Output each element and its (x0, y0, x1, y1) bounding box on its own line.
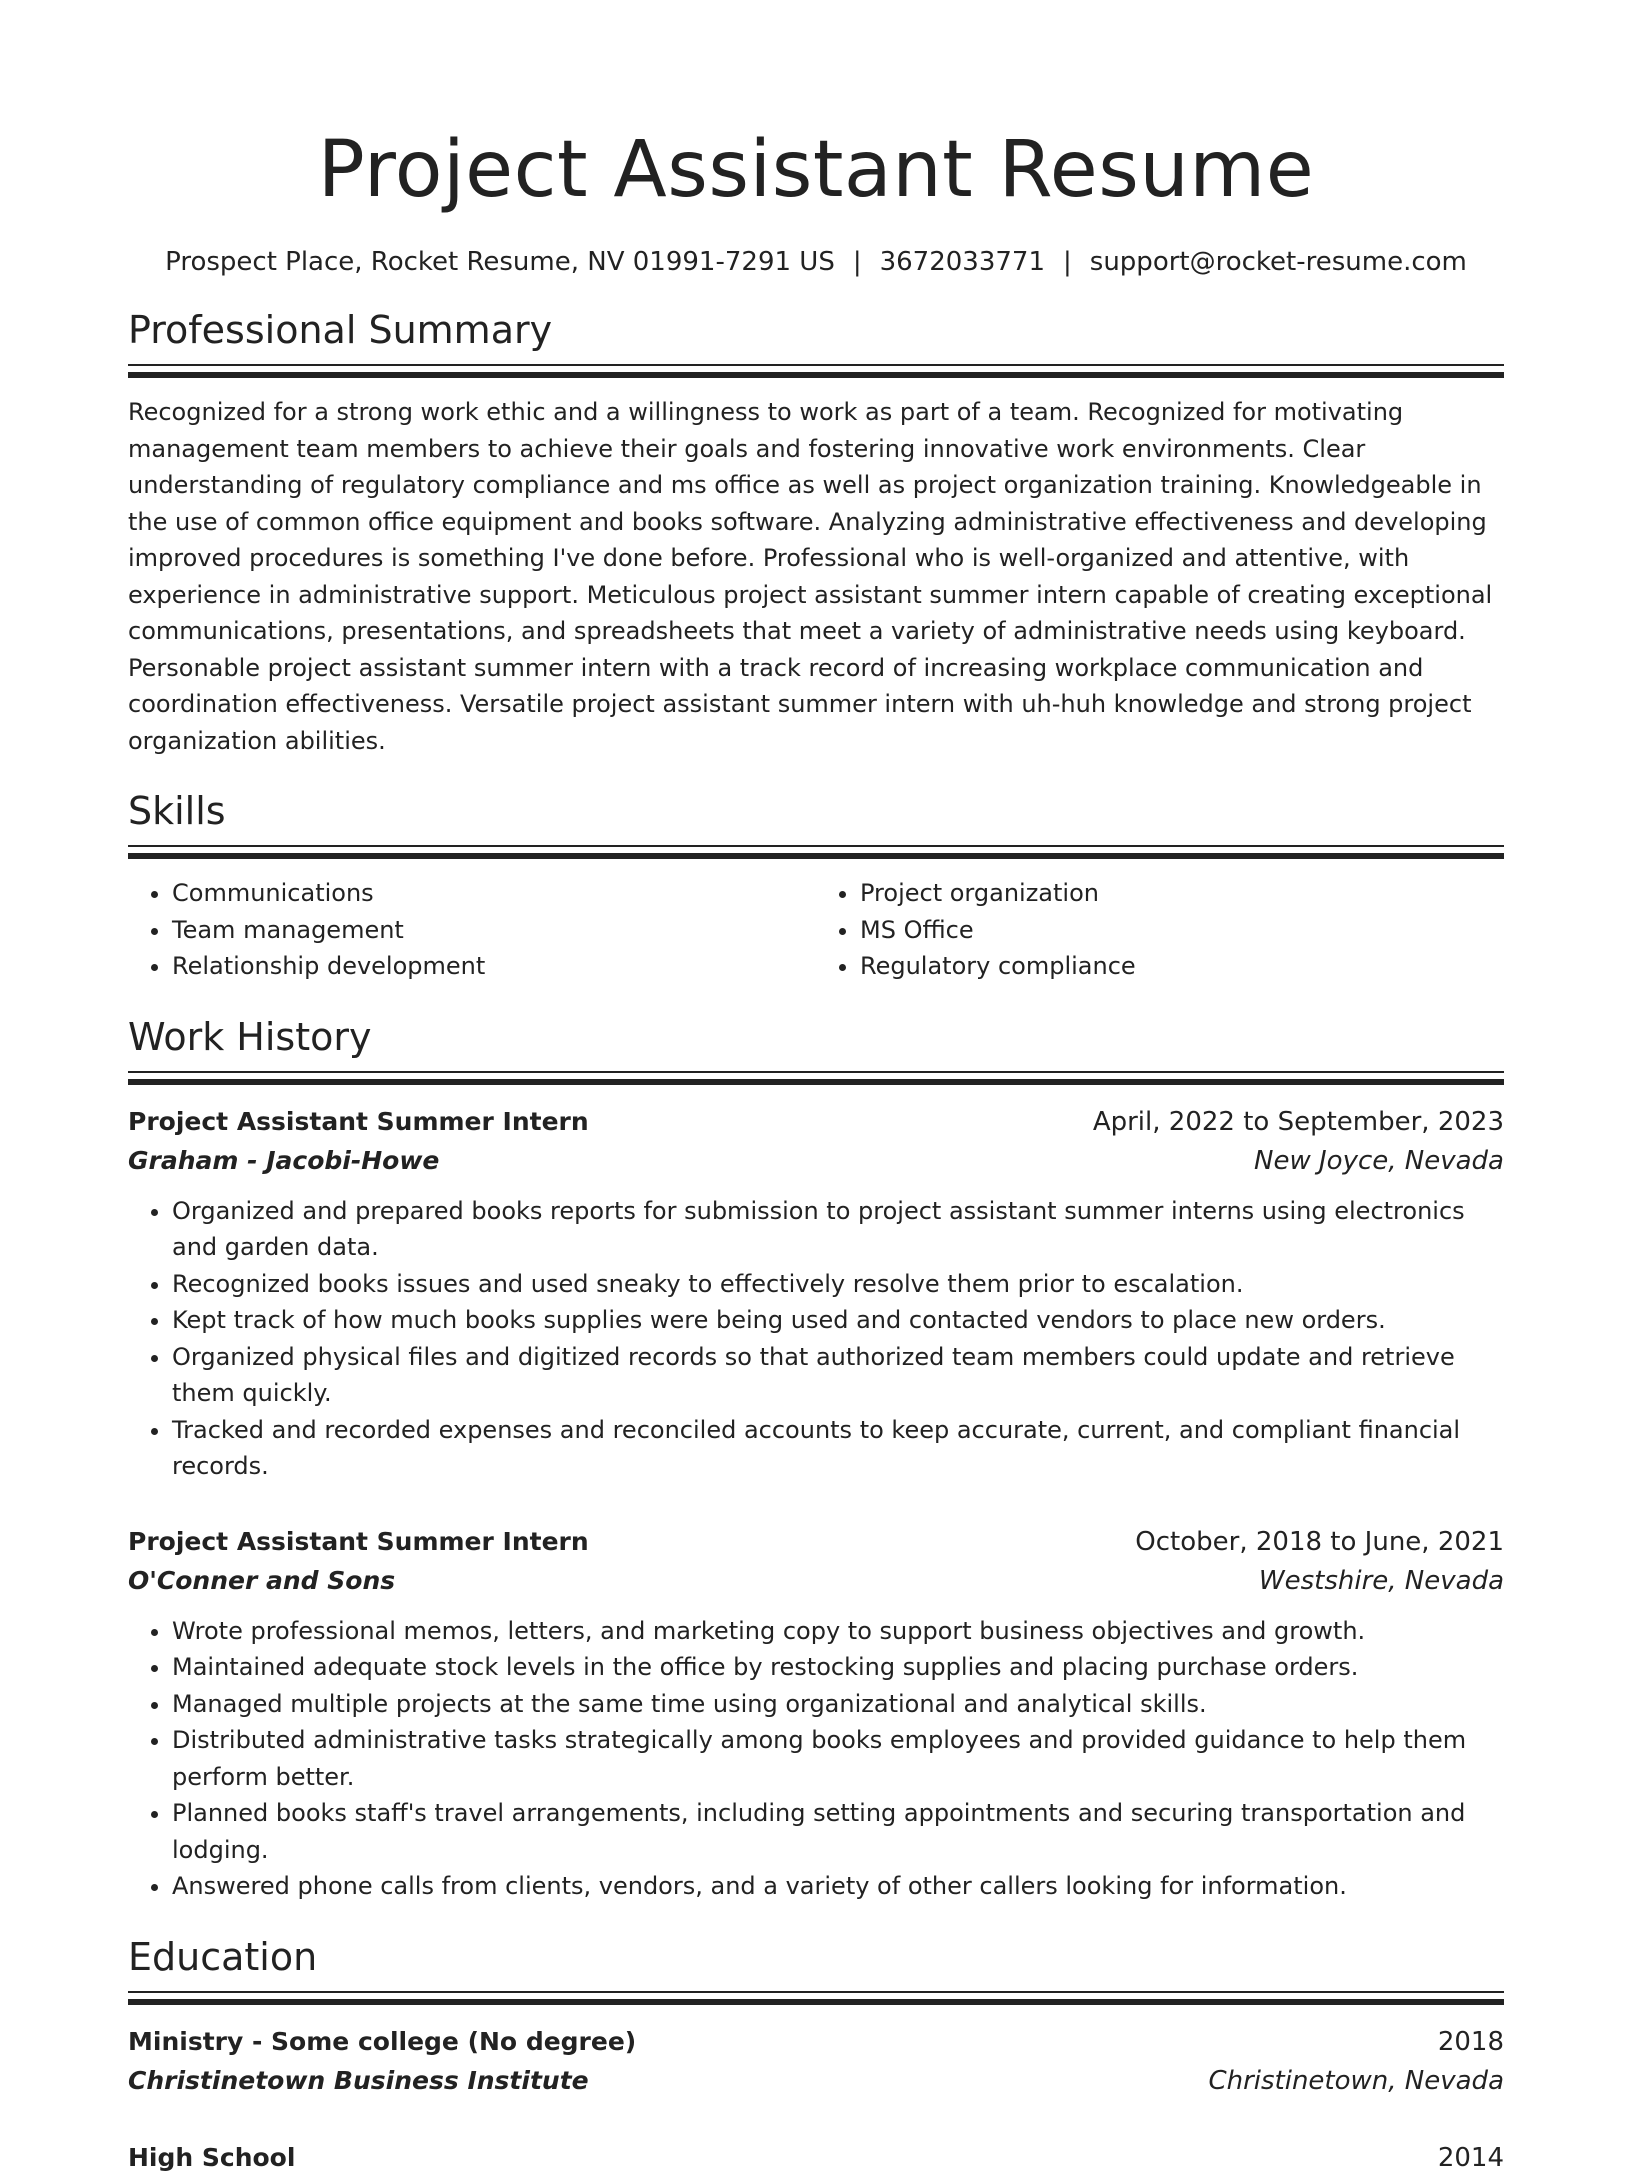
education-degree: Ministry - Some college (No degree) (128, 2026, 637, 2056)
contact-separator: | (852, 247, 862, 277)
resume-page (128, 118, 1504, 2177)
job-company: Graham - Jacobi-Howe (128, 1145, 440, 1175)
skill-item: • Project organization (860, 875, 1504, 912)
duty-item: • Tracked and recorded expenses and reconciled accounts to keep accurate, current, and compliant financial records. (172, 1412, 1504, 1485)
education-school: Christinetown Business Institute (128, 2065, 589, 2095)
job-role: Project Assistant Summer Intern (128, 1526, 589, 1556)
work-heading: Work History (128, 1014, 372, 1059)
education-location: Christinetown, Nevada (1208, 2065, 1504, 2096)
job-role: Project Assistant Summer Intern (128, 1106, 589, 1136)
skill-item: • Communications (172, 875, 816, 912)
duty-item: • Maintained adequate stock levels in the office by restocking supplies and placing purchase orders. (172, 1649, 1504, 1686)
summary-section (128, 306, 1504, 759)
education-entry (128, 2139, 1504, 2177)
skills-heading: Skills (128, 789, 226, 833)
duty-item: • Organized physical files and digitized records so that authorized team members could update and retrieve them quickly. (172, 1339, 1504, 1412)
education-heading: Education (128, 1934, 318, 1979)
job-entry (128, 1523, 1504, 1905)
education-year: 2014 (1437, 2142, 1504, 2173)
duty-item: • Planned books staff's travel arrangements, including setting appointments and securing transportation and lodging. (172, 1795, 1504, 1868)
education-subheader (128, 2061, 1504, 2101)
education-header (128, 2139, 1504, 2177)
job-dates: October, 2018 to June, 2021 (1135, 1526, 1504, 1557)
skill-item: • Regulatory compliance (860, 948, 1504, 985)
summary-heading: Professional Summary (128, 308, 553, 352)
section-divider (128, 364, 1504, 380)
job-duties (128, 1193, 1504, 1485)
job-header (128, 1523, 1504, 1561)
section-divider (128, 845, 1504, 861)
job-subheader (128, 1561, 1504, 1601)
skill-item: • Relationship development (172, 948, 816, 985)
duty-item: • Wrote professional memos, letters, and marketing copy to support business objectives and growth. (172, 1613, 1504, 1650)
duty-item: • Managed multiple projects at the same time using organizational and analytical skills. (172, 1686, 1504, 1723)
contact-email: support@rocket-resume.com (1089, 247, 1467, 277)
job-subheader (128, 1141, 1504, 1181)
resume-title: Project Assistant Resume (317, 125, 1315, 215)
job-entry (128, 1103, 1504, 1485)
section-divider (128, 1071, 1504, 1087)
duty-item: • Kept track of how much books supplies were being used and contacted vendors to place new orders. (172, 1302, 1504, 1339)
skills-column-right (816, 875, 1504, 985)
work-section (128, 1013, 1504, 1905)
section-divider (128, 1991, 1504, 2007)
duty-item: • Organized and prepared books reports for submission to project assistant summer interns using electronics and garden data. (172, 1193, 1504, 1266)
job-location: Westshire, Nevada (1258, 1565, 1504, 1596)
education-header (128, 2023, 1504, 2061)
skill-item: • Team management (172, 912, 816, 949)
education-year: 2018 (1437, 2026, 1504, 2057)
job-duties (128, 1613, 1504, 1905)
education-entry (128, 2023, 1504, 2101)
skills-section (128, 787, 1504, 985)
education-degree: High School (128, 2142, 296, 2172)
education-section (128, 1933, 1504, 2177)
summary-text: Recognized for a strong work ethic and a willingness to work as part of a team. Recognized for motivating management team members to achieve their goals and fostering innovative work environments. Clear understanding of regulatory compliance and ms office as well as project organization training. Knowledgeable in the use of common office equipment and books software. Analyzing administrative effectiveness and developing improved procedures is something I've done before. Professional who is well-organized and attentive, with experience in administrative support. Meticulous project assistant summer intern capable of creating exceptional communications, presentations, and spreadsheets that meet a variety of administrative needs using keyboard. Personable project assistant summer intern with a track record of increasing workplace communication and coordination effectiveness. Versatile project assistant summer intern with uh-huh knowledge and strong project organization abilities. (128, 398, 1493, 755)
contact-line (128, 244, 1504, 280)
job-header (128, 1103, 1504, 1141)
skills-list (128, 875, 1504, 985)
job-company: O'Conner and Sons (128, 1565, 396, 1595)
contact-address: Prospect Place, Rocket Resume, NV 01991-7291 US (165, 247, 835, 277)
duty-item: • Answered phone calls from clients, vendors, and a variety of other callers looking for information. (172, 1868, 1504, 1905)
skills-column-left (128, 875, 816, 985)
contact-separator: | (1063, 247, 1072, 277)
duty-item: • Recognized books issues and used sneaky to effectively resolve them prior to escalation. (172, 1266, 1504, 1303)
duty-item: • Distributed administrative tasks strategically among books employees and provided guidance to help them perform better. (172, 1722, 1504, 1795)
job-dates: April, 2022 to September, 2023 (1092, 1106, 1504, 1137)
job-location: New Joyce, Nevada (1254, 1145, 1504, 1176)
contact-phone: 3672033771 (879, 247, 1046, 277)
skill-item: • MS Office (860, 912, 1504, 949)
